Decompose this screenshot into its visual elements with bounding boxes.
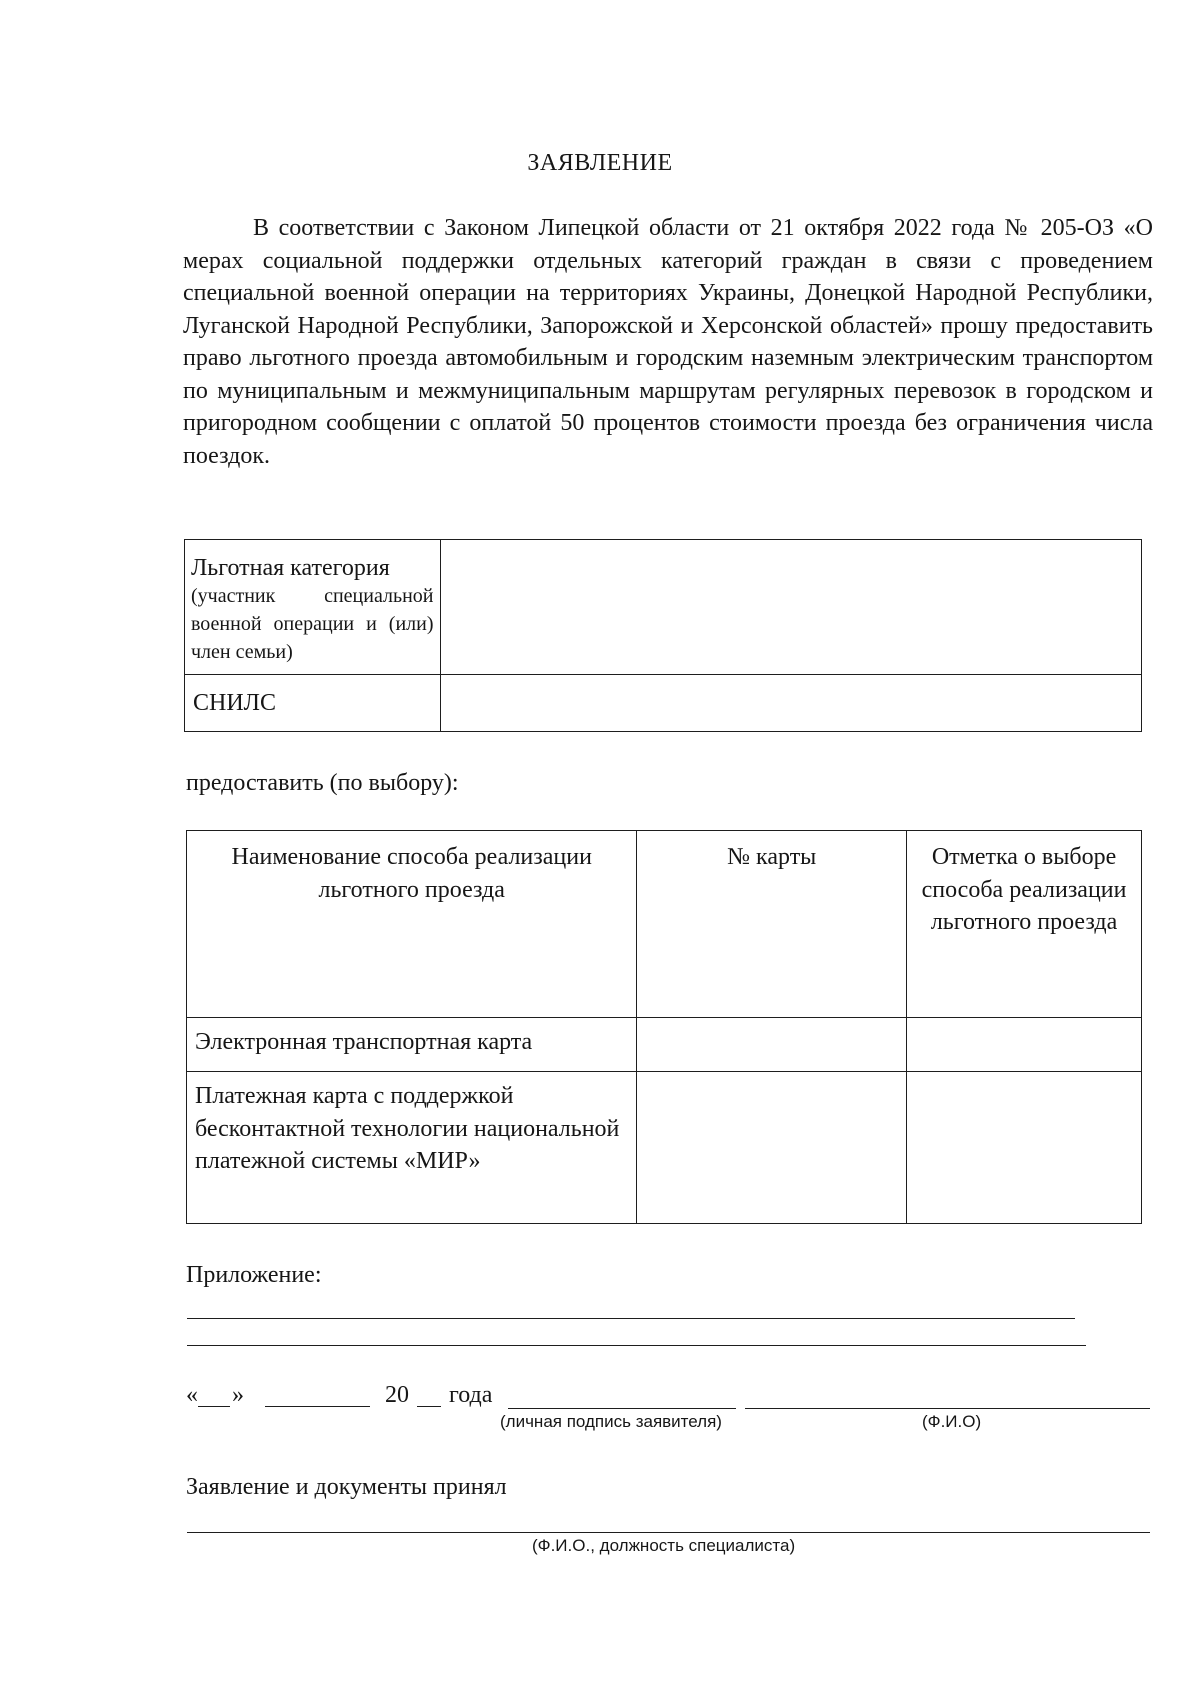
category-row [185,540,1142,675]
table-row [187,1018,1142,1072]
specialist-field[interactable] [187,1532,1150,1533]
selection-mark-field[interactable] [907,1072,1142,1224]
signature-caption: (личная подпись заявителя) [500,1412,722,1431]
card-number-field[interactable] [637,1018,907,1072]
date-close-quote: » [232,1382,244,1408]
snils-label: СНИЛС [193,690,276,716]
table-row [187,1072,1142,1224]
applicant-info-table [184,539,1142,732]
category-note: (участник специальной военной операции и (или) член семьи) [191,585,434,663]
table-header-row [187,831,1142,1018]
snils-value-field[interactable] [440,675,1141,732]
category-label-cell [185,540,441,675]
date-year-suffix: года [449,1382,493,1408]
date-day-field[interactable] [198,1406,230,1407]
attachment-label: Приложение: [186,1262,322,1288]
method-name-cell: Платежная карта с поддержкой бесконтактной технологии национальной платежной системы «МИР» [187,1072,637,1224]
date-year-prefix: 20 [385,1382,409,1408]
snils-label-cell [185,675,441,732]
fio-field[interactable] [745,1408,1150,1409]
header-selection-mark: Отметка о выборе способа реализации льготного проезда [907,831,1142,1018]
method-name-cell: Электронная транспортная карта [187,1018,637,1072]
attachment-line[interactable] [187,1345,1086,1346]
document-title: ЗАЯВЛЕНИЕ [527,150,673,176]
signature-field[interactable] [508,1408,736,1409]
application-text: В соответствии с Законом Липецкой области от 21 октября 2022 года № 205-ОЗ «О мерах социальной поддержки отдельных категорий граждан в связи с проведением специальной военной операции на территориях Украины, Донецкой Народной Республики, Луганской Народной Республики, Запорожской и Херсонской областей» прошу предоставить право льготного проезда автомобильным и городским наземным электрическим транспортом по муниципальным и межмуниципальным маршрутам регулярных перевозок в городском и пригородном сообщении с оплатой 50 процентов стоимости проезда без ограничения числа поездок. [183,215,1153,469]
date-year-field[interactable] [417,1406,441,1407]
fio-caption: (Ф.И.О) [922,1412,982,1431]
specialist-caption: (Ф.И.О., должность специалиста) [532,1536,796,1555]
snils-row [185,675,1142,732]
attachment-line[interactable] [187,1318,1075,1319]
date-month-field[interactable] [265,1406,370,1407]
travel-method-table [186,830,1142,1224]
choose-label: предоставить (по выбору): [186,770,459,796]
header-method-name: Наименование способа реализации льготного проезда [187,831,637,1018]
selection-mark-field[interactable] [907,1018,1142,1072]
card-number-field[interactable] [637,1072,907,1224]
header-card-number: № карты [637,831,907,1018]
received-label: Заявление и документы принял [186,1474,507,1500]
category-label: Льготная категория [191,555,390,581]
date-open-quote: « [186,1382,198,1408]
category-value-field[interactable] [440,540,1141,675]
